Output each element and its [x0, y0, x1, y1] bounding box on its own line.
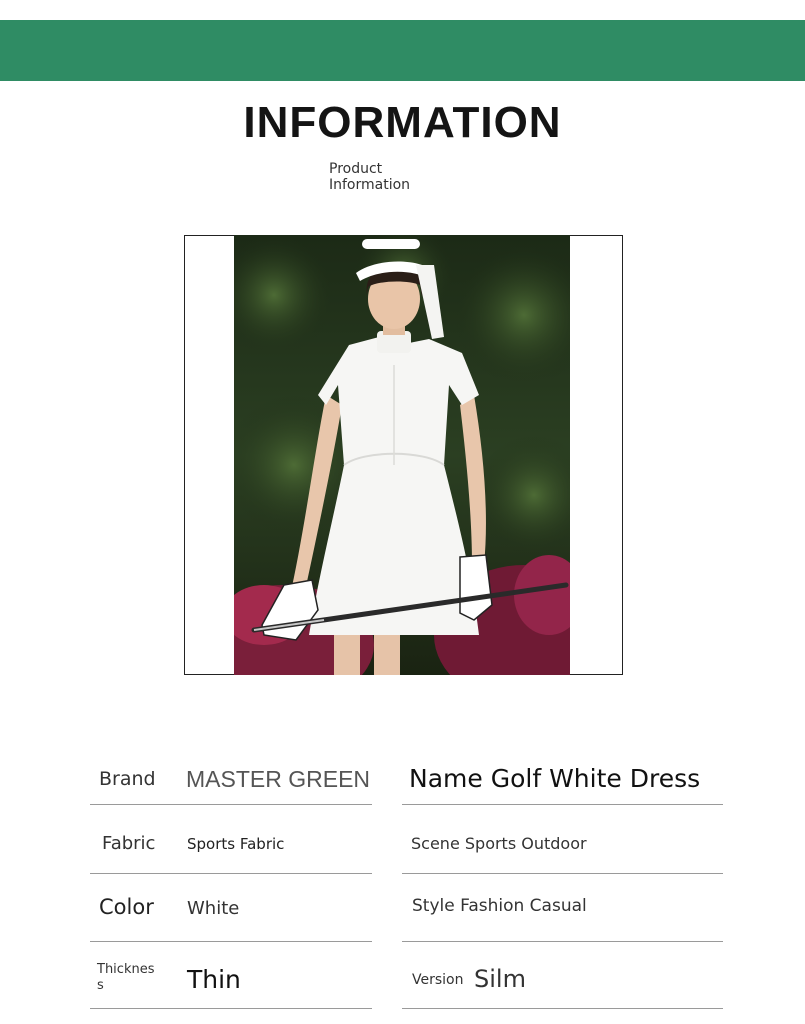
divider-thickness	[90, 1008, 372, 1009]
header-green-band	[0, 20, 805, 81]
version-label: Version	[412, 972, 464, 988]
subtitle-line-1: Product	[329, 161, 383, 177]
fabric-label: Fabric	[102, 833, 156, 854]
name-label: Name	[409, 764, 483, 793]
product-photo	[234, 235, 570, 675]
brand-value: MASTER GREEN	[186, 766, 371, 792]
scene-value: Sports Outdoor	[464, 834, 587, 853]
divider-version	[402, 1008, 723, 1009]
thickness-label	[97, 962, 154, 994]
scene-field	[411, 834, 587, 853]
style-field	[412, 896, 587, 916]
divider-style	[402, 941, 723, 942]
thickness-value: Thin	[187, 965, 241, 994]
brand-label: Brand	[99, 768, 156, 790]
divider-scene	[402, 873, 723, 874]
thickness-label-line-1: Thicknes	[97, 962, 155, 977]
page-subtitle	[329, 161, 439, 193]
color-label: Color	[99, 895, 154, 919]
name-value: Golf White Dress	[490, 764, 701, 793]
subtitle-line-2: Information	[329, 177, 411, 193]
name-field	[409, 764, 700, 793]
divider-color	[90, 941, 372, 942]
divider-name	[402, 804, 723, 805]
divider-brand	[90, 804, 372, 805]
divider-fabric	[90, 873, 372, 874]
color-value: White	[187, 898, 240, 919]
scene-label: Scene	[411, 834, 460, 853]
page-title: INFORMATION	[243, 98, 562, 147]
fabric-value: Sports Fabric	[187, 835, 285, 853]
version-value: Silm	[474, 965, 526, 993]
thickness-label-line-2: s	[97, 978, 104, 993]
style-value: Fashion Casual	[460, 896, 587, 916]
style-label: Style	[412, 896, 455, 916]
